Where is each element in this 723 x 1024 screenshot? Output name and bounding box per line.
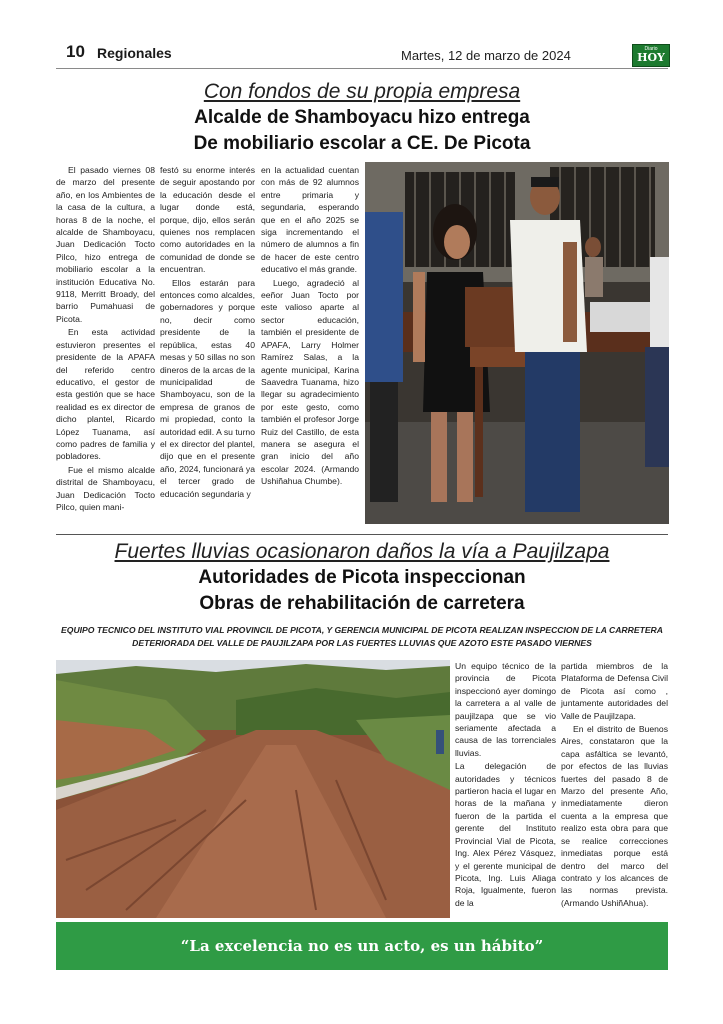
damaged-road-photo — [56, 660, 450, 918]
paragraph: En el distrito de Buenos Aires, constataron que la capa asfáltica se levantó, por efectos de las lluvias fuertes del pasado 8 de Marzo del presente Año, inmediatamente dieron cuenta a la empresa que realizo esta obra para que se realice correcciones inmediatas porque está dentro del marco del contrato y los alcances de las normas prevista. (Armando UshiñAhua). — [561, 724, 668, 908]
paragraph: festó su enorme interés de seguir apostando por la educación desde el lugar donde está, porque, dijo, ellos serán quienes nos remplacen como autoridades en la comunidad de donde se encuentran. — [160, 165, 255, 275]
header-rule — [56, 68, 668, 69]
section-title: Regionales — [97, 45, 172, 61]
newspaper-logo — [632, 44, 670, 67]
article1-column-2 — [160, 164, 255, 501]
paragraph: Fue el mismo alcalde distrital de Shamboyacu, Juan Dedicación Tocto Pilco, quien mani- — [56, 464, 155, 512]
article2-summary: EQUIPO TECNICO DEL INSTITUTO VIAL PROVINCIL DE PICOTA, Y GERENCIA MUNICIPAL DE PICOTA REALIZAN INSPECCION DE LA CARRETERA DETERIORADA DEL VALLE DE PAUJILZAPA POR LAS FUERTES LLUVIAS QUE AZOTO ESTE PASADO VIERNES — [61, 625, 663, 648]
article1-kicker: Con fondos de su propia empresa — [203, 80, 521, 103]
quote-text: “La excelencia no es un acto, es un hábito” — [180, 937, 544, 955]
paragraph: Luego, agradeció al eeñor Juan Tocto por este valioso aparte al sector educación, también el presidente de APAFA, Larry Holmer Ramírez Salas, a la agente municipal, Karina Saavedra Tuanama, hizo llegar su agradecimiento por este gesto, como también el profesor Jorge Ruiz del Castillo, de esta manera se asegura el gran inicio del año escolar 2024. (Armando Ushiñahua Chumbe). — [261, 277, 359, 487]
article2-column-1 — [455, 660, 556, 910]
page-number: 10 — [66, 42, 85, 61]
paragraph: El pasado viernes 08 de marzo del presente año, en los Ambientes de la casa de la cultura, a horas 8 de la noche, el alcalde de Shamboyacu, Juan Dedicación Tocto Pilco, hizo entrega de mobiliario escolar a la institución Educativa No. 9118, Merritt Broady, del barrio Pumahuasi de Picota. — [56, 165, 155, 324]
article1-column-3 — [261, 164, 359, 489]
article2-headline-line1: Autoridades de Picota inspeccionan — [198, 567, 526, 588]
logo-small-text: Diario — [644, 46, 658, 52]
paragraph: La delegación de autoridades y técnicos partieron hacia el lugar en horas de la mañana y fueron de la partida el gerente del Instituto Provincial Vial de Picota, Ing. Alex Pérez Vásquez, y el gerente municipal de Picota, Ing. Luis Aliaga Roja, Igualmente, fueron de la — [455, 761, 556, 908]
article1-photo — [365, 162, 669, 524]
article-divider — [56, 534, 668, 535]
paragraph: Un equipo técnico de la provincia de Picota inspeccionó ayer domingo la carretera a al valle de paujilzapa que se vio seriamente afectada a causa de las torrenciales lluvias. — [455, 661, 556, 758]
article1-headline-line1: Alcalde de Shamboyacu hizo entrega — [194, 107, 530, 128]
article2-column-2 — [561, 660, 668, 910]
paragraph: partida miembros de la Plataforma de Defensa Civil de Picota así como , juntamente autoridades del Valle de Paujilzapa. — [561, 661, 668, 721]
article1-headline-line2: De mobiliario escolar a CE. De Picota — [193, 133, 531, 154]
article2-headline-line2: Obras de rehabilitación de carretera — [199, 593, 525, 614]
issue-date: Martes, 12 de marzo de 2024 — [401, 48, 571, 63]
paragraph: Ellos estarán para entonces como alcaldes, gobernadores y porque no, decir como presidente de la república, estas 40 mesas y 50 sillas no son dineros de la arcas de la municipalidad de Shamboyacu, son de la empresa de granos de mi propiedad, conto la autoridad edil. A su turno el ex director del plantel, dijo que en el presente año, 2024, funcionará ya el tercer grado de educación segundaria y — [160, 277, 255, 499]
article1-column-1 — [56, 164, 155, 514]
logo-big-text: HOY — [637, 51, 665, 64]
paragraph: en la actualidad cuentan con más de 92 alumnos entre primaria y segundaria, esperando que en el año 2025 se siga incrementando el número de alumnos a fin de hacer de este centro educativo el más grande. — [261, 165, 359, 275]
quote-banner — [56, 922, 668, 970]
article2-kicker: Fuertes lluvias ocasionaron daños la vía a Paujilzapa — [114, 540, 610, 563]
paragraph: En esta actividad estuvieron presentes el presidente de la APAFA del referido centro educativo, el gestor de esta gestión que se hace realidad es ex director de dicho plantel, Ricardo López Tuanama, así como padres de familia y pobladores. — [56, 327, 155, 462]
article2-photo — [56, 660, 450, 918]
furniture-handover-photo — [365, 162, 669, 524]
